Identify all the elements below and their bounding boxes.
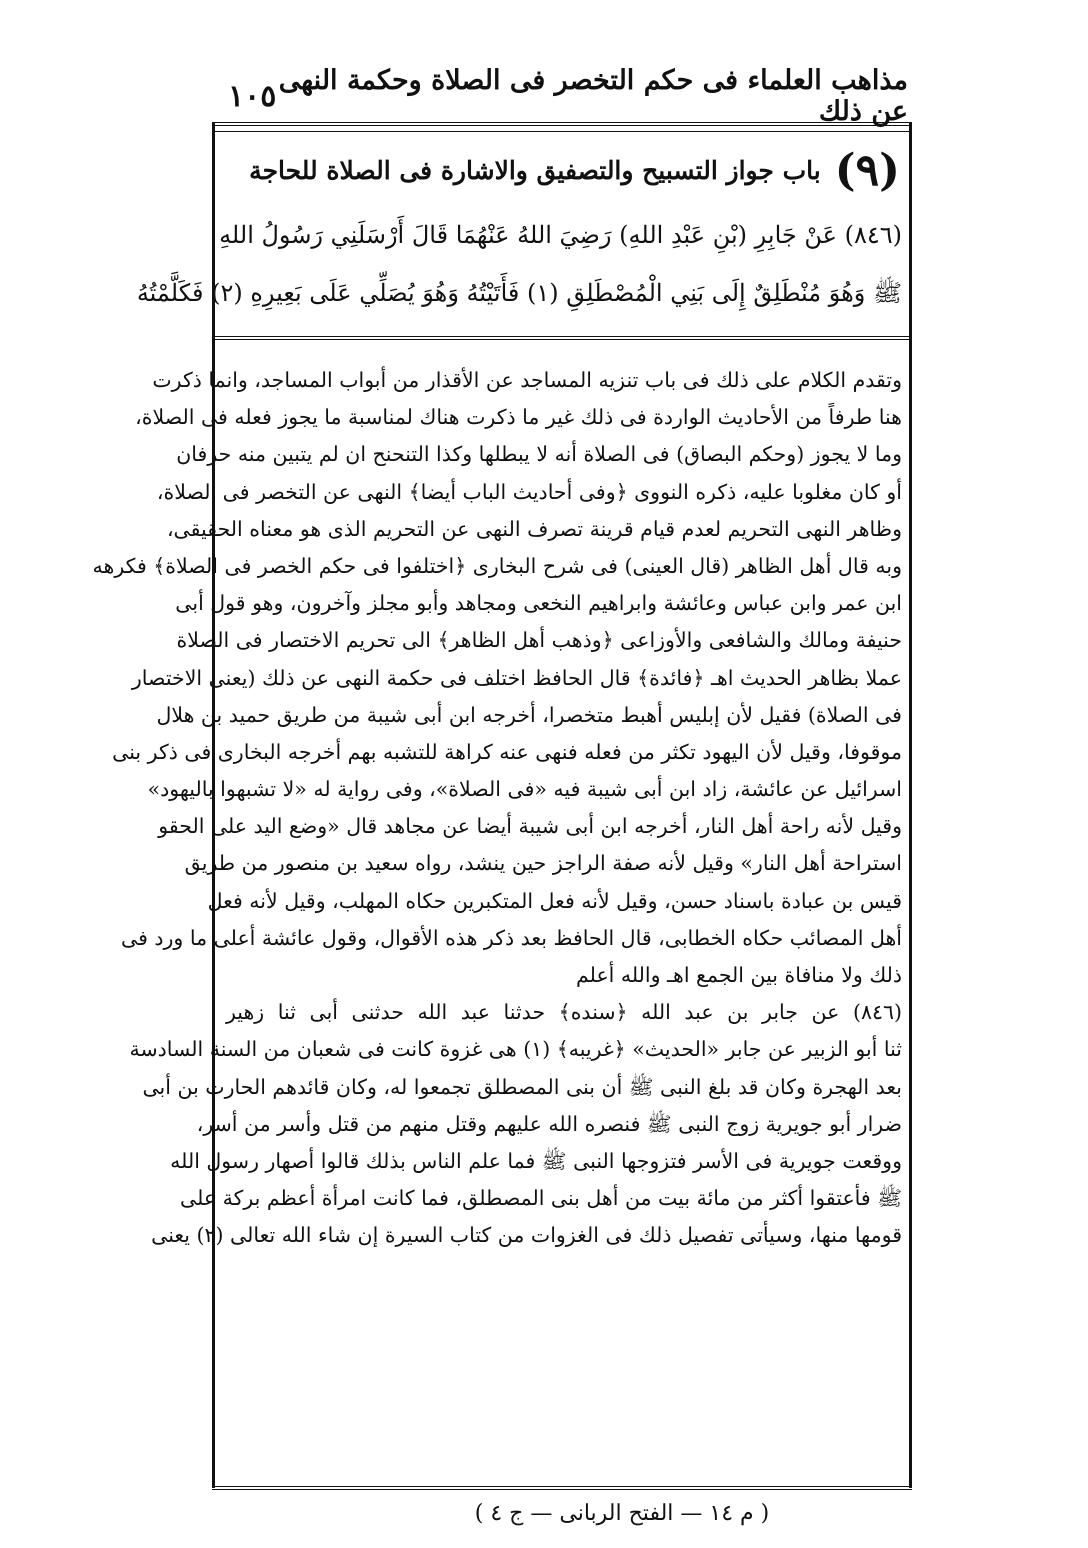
commentary-line: ابن عمر وابن عباس وعائشة وابراهيم النخعى ومجاهد وأبو مجلز وآخرون، وهو قول أبى <box>175 591 902 616</box>
commentary-line: وظاهر النهى التحريم لعدم قيام قرينة تصرف النهى عن التحريم الذى هو معناه الحقيقى، <box>166 516 902 541</box>
commentary-line: وبه قال أهل الظاهر (قال العينى) فى شرح البخارى ﴿اختلفوا فى حكم الخصر فى الصلاة﴾ فكرهه <box>92 553 902 578</box>
page-number: ١٠٥ <box>228 78 277 114</box>
commentary-line: وما لا يجوز (وحكم البصاق) فى الصلاة أنه لا يبطلها وكذا التنحنح ان لم يتبين منه حرفان <box>176 442 902 467</box>
hadith-text <box>136 206 902 322</box>
chapter-number: (٩) <box>834 144 900 196</box>
commentary-line: ثنا أبو الزبير عن جابر «الحديث» ﴿غريبه﴾ (١) هى غزوة كانت فى شعبان من السنة السادسة <box>129 1037 902 1062</box>
commentary-line: ووقعت جويرية فى الأسر فتزوجها النبى ﷺ فما علم الناس بذلك قالوا أصهار رسول الله <box>170 1148 902 1173</box>
commentary-line: اسرائيل عن عائشة، زاد ابن أبى شيبة فيه «فى الصلاة»، وفى رواية له «لا تشبهوا باليهود» <box>147 777 902 802</box>
hadith-line: (٨٤٦) عَنْ جَابِرِ (بْنِ عَبْدِ اللهِ) رَضِيَ اللهُ عَنْهُمَا قَالَ أَرْسَلَنِي رَسُولُ اللهِ <box>219 221 902 249</box>
commentary-line: وقيل لأنه راحة أهل النار، أخرجه ابن أبى شيبة أيضا عن مجاهد قال «وضع اليد على الحقو <box>158 814 902 839</box>
commentary-line: قومها منها، وسيأتى تفصيل ذلك فى الغزوات من كتاب السيرة إن شاء الله تعالى (٢) يعنى <box>151 1223 902 1248</box>
frame-bottom-rule <box>212 1486 912 1490</box>
commentary-line: استراحة أهل النار» وقيل لأنه صفة الراجز حين ينشد، رواه سعيد بن منصور من طريق <box>184 851 902 876</box>
chapter-title: باب جواز التسبيح والتصفيق والاشارة فى الصلاة للحاجة <box>249 155 821 185</box>
commentary-line: فى الصلاة) فقيل لأن إبليس أهبط متخصرا، أخرجه ابن أبى شيبة من طريق حميد بن هلال <box>156 702 902 727</box>
commentary-line: قيس بن عبادة باسناد حسن، وقيل لأنه فعل المتكبرين حكاه المهلب، وقيل لأنه فعل <box>207 888 902 913</box>
commentary-line: (٨٤٦) عن جابر بن عبد الله ﴿سنده﴾ حدثنا عبد الله حدثنى أبى ثنا زهير <box>226 1000 902 1025</box>
commentary-line: حنيفة ومالك والشافعى والأوزاعى ﴿وذهب أهل الظاهر﴾ الى تحريم الاختصار فى الصلاة <box>176 628 902 653</box>
running-header-title: مذاهب العلماء فى حكم التخصر فى الصلاة وحكمة النهى عن ذلك <box>278 65 908 127</box>
commentary-line: بعد الهجرة وكان قد بلغ النبى ﷺ أن بنى المصطلق تجمعوا له، وكان قائدهم الحارث بن أبى <box>142 1074 902 1099</box>
commentary-line: ﷺ فأعتقوا أكثر من مائة بيت من أهل بنى المصطلق، فما كانت امرأة أعظم بركة على <box>179 1186 902 1211</box>
frame-top-rule <box>212 122 912 126</box>
commentary-line: عملا بظاهر الحديث اهـ ﴿فائدة﴾ قال الحافظ اختلف فى حكمة النهى عن ذلك (يعنى الاختصار <box>131 665 902 690</box>
commentary-line: ضرار أبو جويرية زوج النبى ﷺ فنصره الله عليهم وقتل منهم من قتل وأسر من أسر، <box>196 1111 902 1136</box>
section-separator <box>212 336 912 340</box>
commentary-line: هنا طرفاً من الأحاديث الواردة فى ذلك غير ما ذكرت هناك لمناسبة ما يجوز فعله فى الصلاة، <box>135 405 902 430</box>
commentary-line: ذلك ولا منافاة بين الجمع اهـ والله أعلم <box>576 963 902 987</box>
commentary-line: أهل المصائب حكاه الخطابى، قال الحافظ بعد ذكر هذه الأقوال، وقول عائشة أعلى ما ورد فى <box>120 925 902 950</box>
commentary-line: موقوفا، وقيل لأن اليهود تكثر من فعله فنهى عنه كراهة للتشبه بهم أخرجه البخارى فى ذكر بنى <box>112 739 902 764</box>
page-footer: ( م ١٤ — الفتح الربانى — ج ٤ ) <box>474 1501 770 1526</box>
commentary-line: وتقدم الكلام على ذلك فى باب تنزيه المساجد عن الأقذار من أبواب المساجد، وانما ذكرت <box>152 368 902 392</box>
hadith-line: ﷺ وَهُوَ مُنْطَلِقٌ إِلَى بَنِي الْمُصْطَلِقِ (١) فَأَتَيْتُهُ وَهُوَ يُصَلِّي عَلَى بَعِيرِهِ (٢) فَكَلَّمْتُهُ <box>136 279 902 307</box>
running-header <box>228 65 908 127</box>
chapter-heading <box>232 142 900 198</box>
commentary-text <box>92 362 902 1255</box>
frame-right-rule <box>909 122 912 1488</box>
commentary-line: أو كان مغلوبا عليه، ذكره النووى ﴿وفى أحاديث الباب أيضا﴾ النهى عن التخصر فى الصلاة، <box>156 479 902 504</box>
